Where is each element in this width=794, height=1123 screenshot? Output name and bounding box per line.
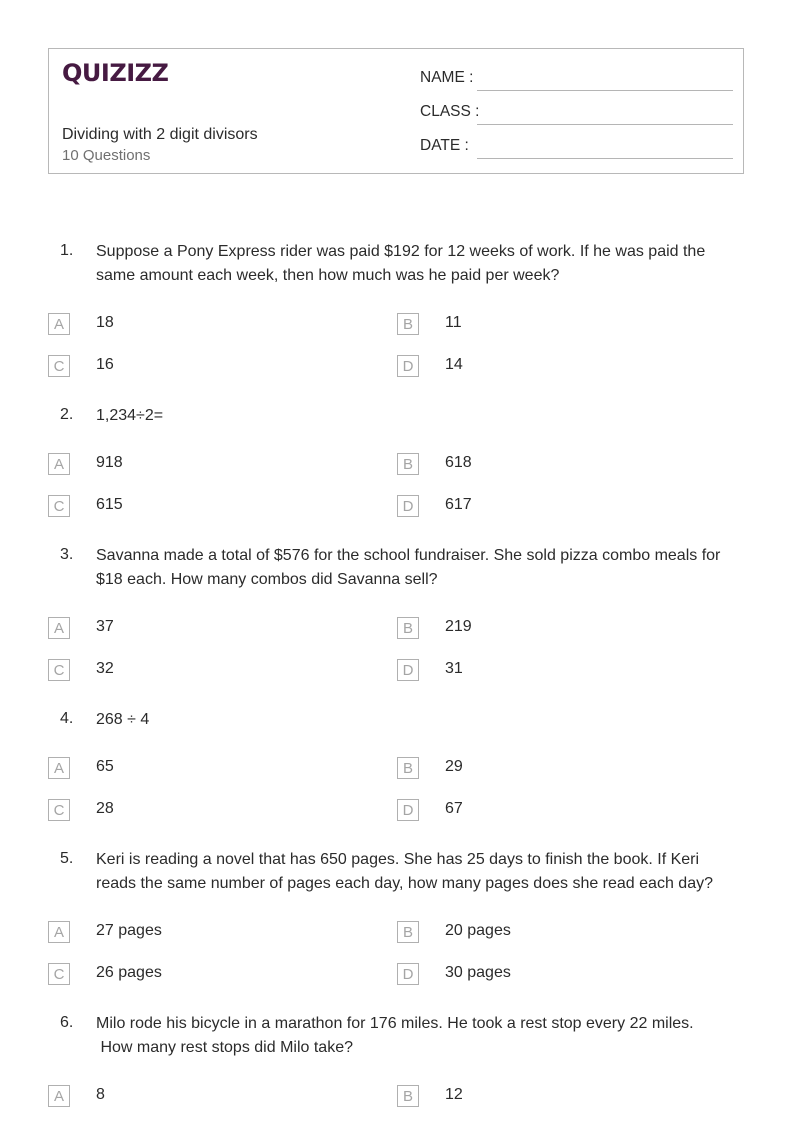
option-text: 617 [445,496,472,513]
option-letter-box: C [48,799,70,821]
option-text: 67 [445,800,463,817]
option-text: 618 [445,454,472,471]
date-label: DATE : [420,137,469,154]
option-text: 615 [96,496,123,513]
option-letter-box: B [397,617,419,639]
option-letter-box: D [397,355,419,377]
option-letter-box: C [48,963,70,985]
question-text [96,240,746,288]
option-letter-box: C [48,659,70,681]
option-text: 31 [445,660,463,677]
option-text: 16 [96,356,114,373]
question-text-line: Suppose a Pony Express rider was paid $192 for 12 weeks of work. If he was paid the [96,243,706,260]
option-letter-box: A [48,921,70,943]
option-letter-box: A [48,313,70,335]
question-text [96,1012,746,1060]
question-text-line: How many rest stops did Milo take? [96,1039,353,1056]
option-letter-box: D [397,659,419,681]
question-number: 1. [60,242,74,259]
question-text [96,544,746,592]
option-letter-box: D [397,495,419,517]
option-text: 18 [96,314,114,331]
question-text [96,848,746,896]
question-text-line: same amount each week, then how much was he paid per week? [96,267,560,284]
option-letter-box: D [397,963,419,985]
option-text: 14 [445,356,463,373]
question-text [96,404,746,428]
name-line[interactable] [477,90,733,91]
option-letter-box: A [48,1085,70,1107]
option-letter-box: C [48,355,70,377]
option-letter-box: B [397,313,419,335]
question-text-line: reads the same number of pages each day, how many pages does she read each day? [96,875,713,892]
option-text: 28 [96,800,114,817]
option-text: 30 pages [445,964,511,981]
question-text [96,708,746,732]
option-text: 65 [96,758,114,775]
question-count: 10 Questions [62,147,151,164]
option-text: 26 pages [96,964,162,981]
question-number: 6. [60,1014,74,1031]
class-label: CLASS : [420,103,480,120]
question-number: 3. [60,546,74,563]
option-text: 29 [445,758,463,775]
name-label: NAME : [420,69,474,86]
question-text-line: 268 ÷ 4 [96,711,150,728]
option-text: 27 pages [96,922,162,939]
question-number: 5. [60,850,74,867]
option-letter-box: B [397,453,419,475]
option-letter-box: A [48,453,70,475]
option-text: 37 [96,618,114,635]
option-text: 918 [96,454,123,471]
option-text: 219 [445,618,472,635]
option-text: 8 [96,1086,105,1103]
option-letter-box: B [397,757,419,779]
option-text: 20 pages [445,922,511,939]
option-letter-box: A [48,617,70,639]
question-text-line: Savanna made a total of $576 for the school fundraiser. She sold pizza combo meals for [96,547,721,564]
question-number: 2. [60,406,74,423]
option-letter-box: B [397,921,419,943]
option-letter-box: C [48,495,70,517]
option-letter-box: A [48,757,70,779]
question-text-line: $18 each. How many combos did Savanna sell? [96,571,438,588]
question-text-line: 1,234÷2= [96,407,164,424]
question-number: 4. [60,710,74,727]
question-text-line: Milo rode his bicycle in a marathon for 176 miles. He took a rest stop every 22 miles. [96,1015,694,1032]
option-letter-box: D [397,799,419,821]
option-text: 11 [445,314,462,331]
option-text: 32 [96,660,114,677]
class-line[interactable] [477,124,733,125]
quizizz-logo: QUIZIZZ [62,59,169,87]
worksheet-header [48,48,744,174]
date-line[interactable] [477,158,733,159]
worksheet-title: Dividing with 2 digit divisors [62,126,258,143]
option-text: 12 [445,1086,463,1103]
option-letter-box: B [397,1085,419,1107]
question-text-line: Keri is reading a novel that has 650 pages. She has 25 days to finish the book. If Keri [96,851,700,868]
